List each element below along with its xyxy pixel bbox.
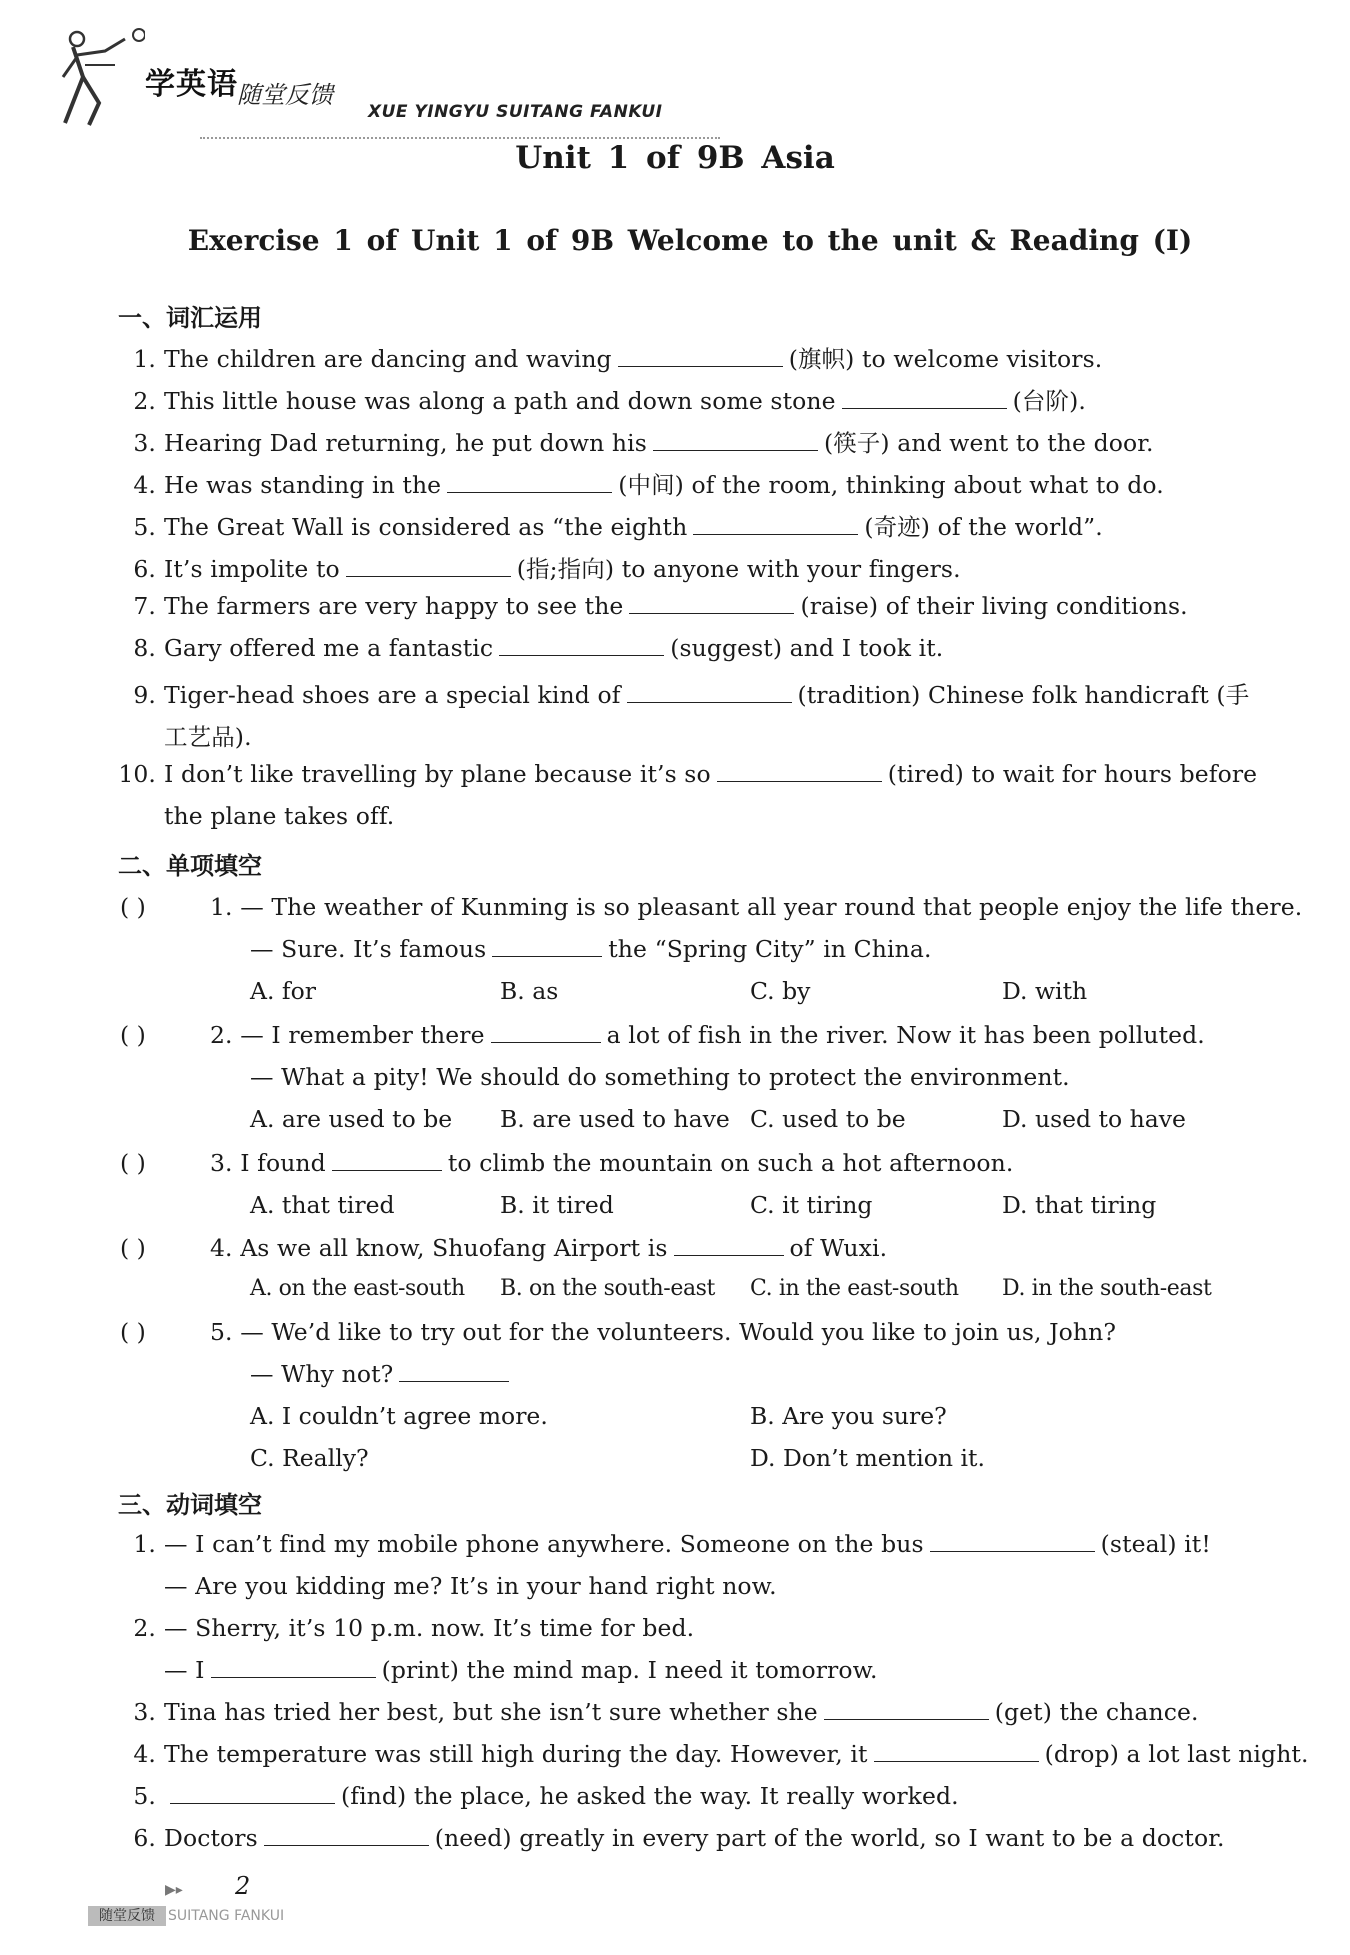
question-text: — The weather of Kunming is so pleasant all year round that people enjoy the life there.	[240, 893, 1303, 921]
question-text: — Why not?	[250, 1360, 394, 1388]
question-text: the “Spring City” in China.	[608, 935, 932, 963]
option-a[interactable]: A. on the east-south	[250, 1276, 465, 1301]
item-number: 5.	[133, 1782, 156, 1810]
option-b[interactable]: B. are used to have	[500, 1105, 730, 1133]
option-a[interactable]: A. I couldn’t agree more.	[250, 1402, 548, 1430]
mc-question	[210, 1318, 1116, 1346]
mc-question-line	[250, 935, 932, 963]
vocab-item	[118, 550, 961, 584]
header-banner	[55, 25, 695, 130]
item-number: 5.	[133, 513, 156, 541]
answer-blank[interactable]	[930, 1550, 1095, 1552]
arrow-icon: ▶▸	[165, 1882, 183, 1898]
item-text: The farmers are very happy to see the	[164, 592, 624, 620]
item-hint: (奇迹) of the world”.	[864, 513, 1103, 541]
option-c[interactable]: C. in the east-south	[750, 1276, 959, 1301]
answer-blank[interactable]	[824, 1718, 989, 1720]
item-hint: (tradition) Chinese folk handicraft (手	[797, 681, 1250, 709]
header-pinyin: XUE YINGYU SUITANG FANKUI	[368, 102, 663, 122]
exercise-title: Exercise 1 of Unit 1 of 9B Welcome to the unit & Reading (Ⅰ)	[187, 224, 1193, 257]
vocab-item	[118, 424, 1154, 458]
item-hint: (中间) of the room, thinking about what to do.	[618, 471, 1164, 499]
item-number: 1.	[133, 1530, 156, 1558]
item-number: 5.	[210, 1318, 233, 1346]
item-number: 9.	[133, 681, 156, 709]
answer-parentheses[interactable]: ( )	[120, 1234, 146, 1262]
header-subtitle: 随堂反馈	[237, 81, 333, 109]
question-text: to climb the mountain on such a hot afternoon.	[447, 1149, 1014, 1177]
answer-blank[interactable]	[874, 1760, 1039, 1762]
item-text: This little house was along a path and down some stone	[164, 387, 836, 415]
item-number: 4.	[210, 1234, 233, 1262]
answer-blank[interactable]	[332, 1169, 442, 1171]
answer-blank[interactable]	[399, 1380, 509, 1382]
question-text: I found	[240, 1149, 326, 1177]
vocab-item	[118, 676, 1249, 710]
page-number: 2	[235, 1872, 251, 1900]
item-number: 1.	[210, 893, 233, 921]
option-c[interactable]: C. it tiring	[750, 1191, 873, 1219]
answer-blank[interactable]	[492, 955, 602, 957]
item-number: 2.	[210, 1021, 233, 1049]
verb-item-continuation	[164, 1656, 878, 1684]
item-number: 6.	[133, 1824, 156, 1852]
mc-question	[210, 1234, 887, 1262]
item-hint: (指;指向) to anyone with your fingers.	[516, 555, 961, 583]
item-number: 2.	[133, 387, 156, 415]
answer-blank[interactable]	[653, 449, 818, 451]
option-d[interactable]: D. in the south-east	[1002, 1276, 1212, 1301]
verb-item	[118, 1782, 959, 1810]
answer-parentheses[interactable]: ( )	[120, 1021, 146, 1049]
answer-blank[interactable]	[717, 780, 882, 782]
option-d[interactable]: D. Don’t mention it.	[750, 1444, 985, 1472]
item-hint: (台阶).	[1012, 387, 1086, 415]
item-text: Hearing Dad returning, he put down his	[164, 429, 647, 457]
option-c[interactable]: C. used to be	[750, 1105, 906, 1133]
answer-blank[interactable]	[629, 612, 794, 614]
vocab-item	[118, 592, 1188, 620]
verb-item	[118, 1614, 694, 1642]
answer-blank[interactable]	[693, 533, 858, 535]
mc-question	[210, 893, 1302, 921]
option-a[interactable]: A. that tired	[250, 1191, 395, 1219]
option-b[interactable]: B. Are you sure?	[750, 1402, 947, 1430]
vocab-item	[118, 382, 1086, 416]
vocab-item	[118, 760, 1257, 788]
item-hint: (print) the mind map. I need it tomorrow.	[381, 1656, 878, 1684]
vocab-item	[118, 340, 1102, 374]
vocab-item	[118, 466, 1164, 500]
answer-blank[interactable]	[499, 654, 664, 656]
item-number: 3.	[133, 429, 156, 457]
vocab-item-continuation: the plane takes off.	[164, 802, 395, 830]
verb-item	[118, 1530, 1211, 1558]
question-text: — I remember there	[240, 1021, 485, 1049]
option-b[interactable]: B. as	[500, 977, 559, 1005]
answer-blank[interactable]	[211, 1676, 376, 1678]
verb-item	[118, 1824, 1225, 1852]
option-d[interactable]: D. with	[1002, 977, 1088, 1005]
item-hint: (get) the chance.	[994, 1698, 1199, 1726]
section-heading-multiple-choice: 二、单项填空	[118, 852, 262, 880]
vocab-item	[118, 634, 943, 662]
item-text: — I	[164, 1656, 205, 1684]
answer-blank[interactable]	[491, 1041, 601, 1043]
item-number: 6.	[133, 555, 156, 583]
vocab-item	[118, 508, 1103, 542]
answer-blank[interactable]	[170, 1802, 335, 1804]
item-number: 3.	[210, 1149, 233, 1177]
item-number: 2.	[133, 1614, 156, 1642]
verb-item	[118, 1698, 1199, 1726]
mc-question-line	[250, 1360, 515, 1388]
footer-tag-pinyin: SUITANG FANKUI	[168, 1908, 285, 1924]
question-text: As we all know, Shuofang Airport is	[240, 1234, 668, 1262]
answer-blank[interactable]	[447, 491, 612, 493]
item-text: The children are dancing and waving	[164, 345, 612, 373]
item-text: — I can’t find my mobile phone anywhere. Someone on the bus	[164, 1530, 924, 1558]
option-b[interactable]: B. it tired	[500, 1191, 614, 1219]
header-divider	[200, 137, 720, 139]
item-text: He was standing in the	[164, 471, 442, 499]
item-hint: (drop) a lot last night.	[1044, 1740, 1309, 1768]
item-text: It’s impolite to	[164, 555, 340, 583]
question-text: a lot of fish in the river. Now it has been polluted.	[606, 1021, 1205, 1049]
answer-blank[interactable]	[618, 365, 783, 367]
answer-blank[interactable]	[264, 1844, 429, 1846]
item-hint: (旗帜) to welcome visitors.	[788, 345, 1103, 373]
answer-blank[interactable]	[674, 1254, 784, 1256]
question-text: — We’d like to try out for the volunteers. Would you like to join us, John?	[240, 1318, 1117, 1346]
question-text: of Wuxi.	[789, 1234, 888, 1262]
answer-blank[interactable]	[346, 575, 511, 577]
answer-parentheses[interactable]: ( )	[120, 1149, 146, 1177]
item-number: 4.	[133, 471, 156, 499]
item-text: The temperature was still high during the day. However, it	[164, 1740, 868, 1768]
mc-question	[210, 1149, 1013, 1177]
answer-parentheses[interactable]: ( )	[120, 1318, 146, 1346]
item-number: 10.	[118, 760, 156, 788]
item-number: 1.	[133, 345, 156, 373]
item-text: Doctors	[164, 1824, 258, 1852]
question-text: — Sure. It’s famous	[250, 935, 487, 963]
item-text: Tiger-head shoes are a special kind of	[164, 681, 621, 709]
section-heading-verb-fill: 三、动词填空	[118, 1491, 262, 1519]
item-number: 7.	[133, 592, 156, 620]
item-text: I don’t like travelling by plane because it’s so	[164, 760, 711, 788]
item-number: 4.	[133, 1740, 156, 1768]
item-text: Tina has tried her best, but she isn’t sure whether she	[164, 1698, 818, 1726]
answer-blank[interactable]	[627, 701, 792, 703]
item-hint: (筷子) and went to the door.	[823, 429, 1154, 457]
mc-question-line: — What a pity! We should do something to protect the environment.	[250, 1063, 1070, 1091]
verb-item	[118, 1740, 1309, 1768]
answer-blank[interactable]	[842, 407, 1007, 409]
runner-logo-icon	[55, 25, 145, 130]
verb-item-continuation: — Are you kidding me? It’s in your hand right now.	[164, 1572, 777, 1600]
item-text: — Sherry, it’s 10 p.m. now. It’s time for bed.	[164, 1614, 695, 1642]
header-title: 学英语	[145, 67, 238, 102]
item-hint: (find) the place, he asked the way. It really worked.	[341, 1782, 959, 1810]
item-text: Gary offered me a fantastic	[164, 634, 494, 662]
footer-tag: 随堂反馈	[88, 1906, 166, 1926]
mc-question	[210, 1021, 1205, 1049]
item-hint: (tired) to wait for hours before	[887, 760, 1258, 788]
item-hint: (raise) of their living conditions.	[800, 592, 1188, 620]
item-hint: (suggest) and I took it.	[670, 634, 944, 662]
option-b[interactable]: B. on the south-east	[500, 1276, 715, 1301]
item-number: 3.	[133, 1698, 156, 1726]
section-heading-vocabulary: 一、词汇运用	[118, 304, 262, 332]
option-d[interactable]: D. used to have	[1002, 1105, 1186, 1133]
option-a[interactable]: A. are used to be	[250, 1105, 453, 1133]
item-hint: (need) greatly in every part of the world, so I want to be a doctor.	[434, 1824, 1225, 1852]
option-c[interactable]: C. by	[750, 977, 811, 1005]
item-number: 8.	[133, 634, 156, 662]
unit-title: Unit 1 of 9B Asia	[515, 140, 835, 176]
option-c[interactable]: C. Really?	[250, 1444, 369, 1472]
item-hint: (steal) it!	[1100, 1530, 1211, 1558]
answer-parentheses[interactable]: ( )	[120, 893, 146, 921]
option-d[interactable]: D. that tiring	[1002, 1191, 1157, 1219]
vocab-item-continuation: 工艺品).	[164, 723, 252, 751]
item-text: The Great Wall is considered as “the eighth	[164, 513, 688, 541]
option-a[interactable]: A. for	[250, 977, 316, 1005]
